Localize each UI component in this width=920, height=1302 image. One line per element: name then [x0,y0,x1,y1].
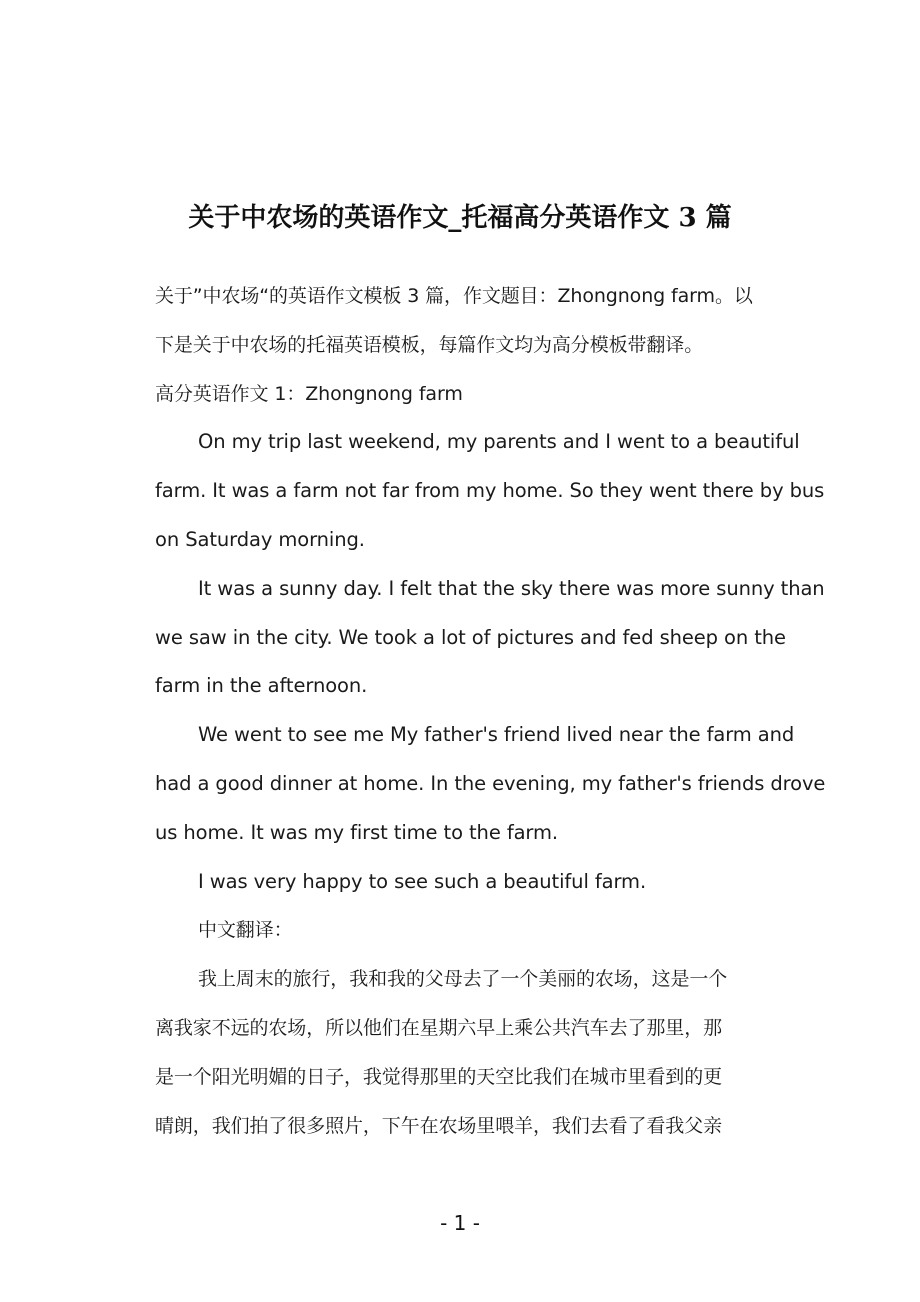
essay-line: I was very happy to see such a beautiful farm. [198,869,647,893]
essay-line: farm in the afternoon. [155,674,368,698]
essay-line: We went to see me My father's friend lived near the farm and [198,723,795,747]
translation-line: 我上周末的旅行，我和我的父母去了一个美丽的农场，这是一个 [198,968,728,991]
document-title: 关于中农场的英语作文_托福高分英语作文 3 篇 [188,203,732,233]
essay-line: we saw in the city. We took a lot of pictures and fed sheep on the [155,625,786,649]
translation-line: 离我家不远的农场，所以他们在星期六早上乘公共汽车去了那里，那 [155,1016,723,1039]
page-number: - 1 - [440,1211,480,1235]
translation-line: 晴朗，我们拍了很多照片，下午在农场里喂羊，我们去看了看我父亲 [155,1114,723,1137]
translation-line: 是一个阳光明媚的日子，我觉得那里的天空比我们在城市里看到的更 [155,1065,723,1088]
essay-line: us home. It was my first time to the farm. [155,820,558,844]
intro-line-1: 关于”中农场“的英语作文模板 3 篇，作文题目：Zhongnong farm。以 [155,285,753,307]
translation-heading: 中文翻译： [198,919,293,942]
essay-line: It was a sunny day. I felt that the sky there was more sunny than [198,576,825,600]
essay-line: had a good dinner at home. In the evening, my father's friends drove [155,771,826,795]
essay-line: on Saturday morning. [155,527,365,551]
essay-heading: 高分英语作文 1：Zhongnong farm [155,382,463,405]
essay-line: farm. It was a farm not far from my home. So they went there by bus [155,479,825,503]
document-body [155,272,826,1150]
essay-line: On my trip last weekend, my parents and I went to a beautiful [198,430,800,454]
intro-line-2: 下是关于中农场的托福英语模板，每篇作文均为高分模板带翻译。 [155,333,704,356]
